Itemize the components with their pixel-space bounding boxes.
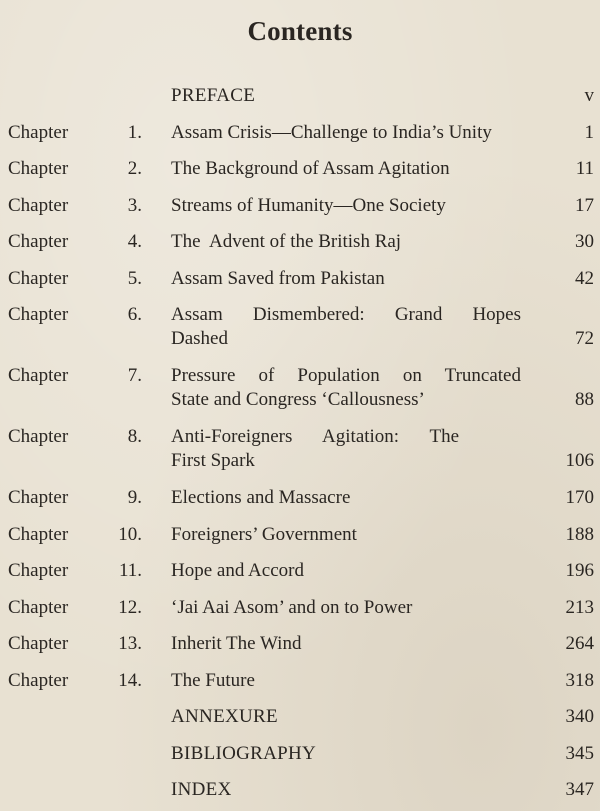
chapter-title: Assam Saved from Pakistan <box>171 267 385 289</box>
entry-page-number: 106 <box>565 450 594 471</box>
chapter-title: Foreigners’ Government <box>171 523 357 545</box>
chapter-title <box>171 364 521 412</box>
chapter-number: 6. <box>127 304 142 325</box>
entry-page-number: 42 <box>575 267 594 289</box>
entry-page-number: 170 <box>565 487 594 508</box>
chapter-title: The Background of Assam Agitation <box>171 158 450 179</box>
chapter-number: 5. <box>127 267 142 289</box>
chapter-title-line-1: Assam Dismembered: Grand Hopes <box>171 304 521 325</box>
chapter-label: Chapter <box>8 267 69 289</box>
toc-entry-chapter-5[interactable] <box>0 261 600 298</box>
chapter-title <box>171 425 459 473</box>
entry-page-number: 1 <box>584 121 594 143</box>
toc-entry-chapter-1[interactable] <box>0 115 600 152</box>
chapter-title <box>171 303 521 351</box>
chapter-title: The Advent of the British Raj <box>171 231 402 252</box>
chapter-number: 14. <box>118 669 142 691</box>
toc-entry-chapter-12[interactable] <box>0 590 600 627</box>
toc-entry-chapter-13[interactable] <box>0 626 600 663</box>
chapter-label: Chapter <box>8 487 69 508</box>
entry-page-number: 88 <box>575 389 594 410</box>
toc-entry-chapter-8[interactable] <box>0 419 600 480</box>
chapter-title: ‘Jai Aai Asom’ and on to Power <box>171 596 413 618</box>
entry-page-number: 72 <box>575 328 594 349</box>
toc-entry-chapter-14[interactable] <box>0 663 600 700</box>
chapter-title: Elections and Massacre <box>171 487 351 508</box>
entry-page-number: 196 <box>565 560 594 581</box>
entry-title: ANNEXURE <box>171 706 278 727</box>
chapter-title-line-2: Dashed <box>171 328 228 349</box>
toc-entry-preface[interactable] <box>0 78 600 115</box>
entry-page-number: 264 <box>565 633 594 654</box>
chapter-number: 8. <box>127 426 142 447</box>
entry-page-number: 17 <box>575 194 594 216</box>
chapter-number: 9. <box>127 487 142 508</box>
entry-title: INDEX <box>171 779 232 800</box>
toc-entry-chapter-9[interactable] <box>0 480 600 517</box>
chapter-label: Chapter <box>8 669 69 691</box>
chapter-title: Inherit The Wind <box>171 633 302 654</box>
entry-page-number: 345 <box>565 742 594 764</box>
table-of-contents <box>0 78 600 809</box>
chapter-label: Chapter <box>8 121 69 143</box>
entry-page-number: v <box>584 85 594 106</box>
entry-page-number: 11 <box>575 158 594 179</box>
chapter-title: Assam Crisis—Challenge to India’s Unity <box>171 121 492 143</box>
entry-title: BIBLIOGRAPHY <box>171 742 317 764</box>
chapter-title: Streams of Humanity—One Society <box>171 194 446 216</box>
chapter-number: 13. <box>118 633 142 654</box>
entry-page-number: 347 <box>565 779 594 800</box>
toc-entry-chapter-7[interactable] <box>0 358 600 419</box>
page-title: Contents <box>247 16 353 46</box>
chapter-title: Hope and Accord <box>171 560 304 581</box>
chapter-label: Chapter <box>8 523 69 545</box>
toc-entry-chapter-11[interactable] <box>0 553 600 590</box>
chapter-label: Chapter <box>8 426 69 447</box>
entry-page-number: 340 <box>565 706 594 727</box>
chapter-number: 12. <box>118 596 142 618</box>
entry-title: PREFACE <box>171 85 256 106</box>
chapter-label: Chapter <box>8 596 69 618</box>
chapter-title-line-1: Anti-Foreigners Agitation: The <box>171 426 459 447</box>
toc-entry-chapter-3[interactable] <box>0 188 600 225</box>
chapter-label: Chapter <box>8 304 69 325</box>
chapter-title-line-2: State and Congress ‘Callousness’ <box>171 389 425 410</box>
chapter-number: 2. <box>127 158 142 179</box>
chapter-title: The Future <box>171 669 255 691</box>
toc-entry-chapter-4[interactable] <box>0 224 600 261</box>
chapter-label: Chapter <box>8 231 69 252</box>
chapter-title-line-1: Pressure of Population on Truncated <box>171 365 521 386</box>
entry-page-number: 30 <box>575 231 594 252</box>
chapter-number: 7. <box>127 365 142 386</box>
toc-entry-annexure[interactable] <box>0 699 600 736</box>
chapter-label: Chapter <box>8 158 69 179</box>
chapter-number: 1. <box>127 121 142 143</box>
chapter-label: Chapter <box>8 194 69 216</box>
chapter-number: 4. <box>127 231 142 252</box>
entry-page-number: 188 <box>565 523 594 545</box>
toc-entry-chapter-10[interactable] <box>0 517 600 554</box>
chapter-label: Chapter <box>8 365 69 386</box>
chapter-label: Chapter <box>8 560 69 581</box>
chapter-number: 11. <box>118 560 142 581</box>
entry-page-number: 318 <box>565 669 594 691</box>
chapter-number: 10. <box>118 523 142 545</box>
toc-entry-chapter-2[interactable] <box>0 151 600 188</box>
chapter-label: Chapter <box>8 633 69 654</box>
chapter-title-line-2: First Spark <box>171 450 255 471</box>
entry-page-number: 213 <box>565 596 594 618</box>
toc-entry-chapter-6[interactable] <box>0 297 600 358</box>
toc-entry-index[interactable] <box>0 772 600 809</box>
chapter-number: 3. <box>127 194 142 216</box>
toc-entry-bibliography[interactable] <box>0 736 600 773</box>
